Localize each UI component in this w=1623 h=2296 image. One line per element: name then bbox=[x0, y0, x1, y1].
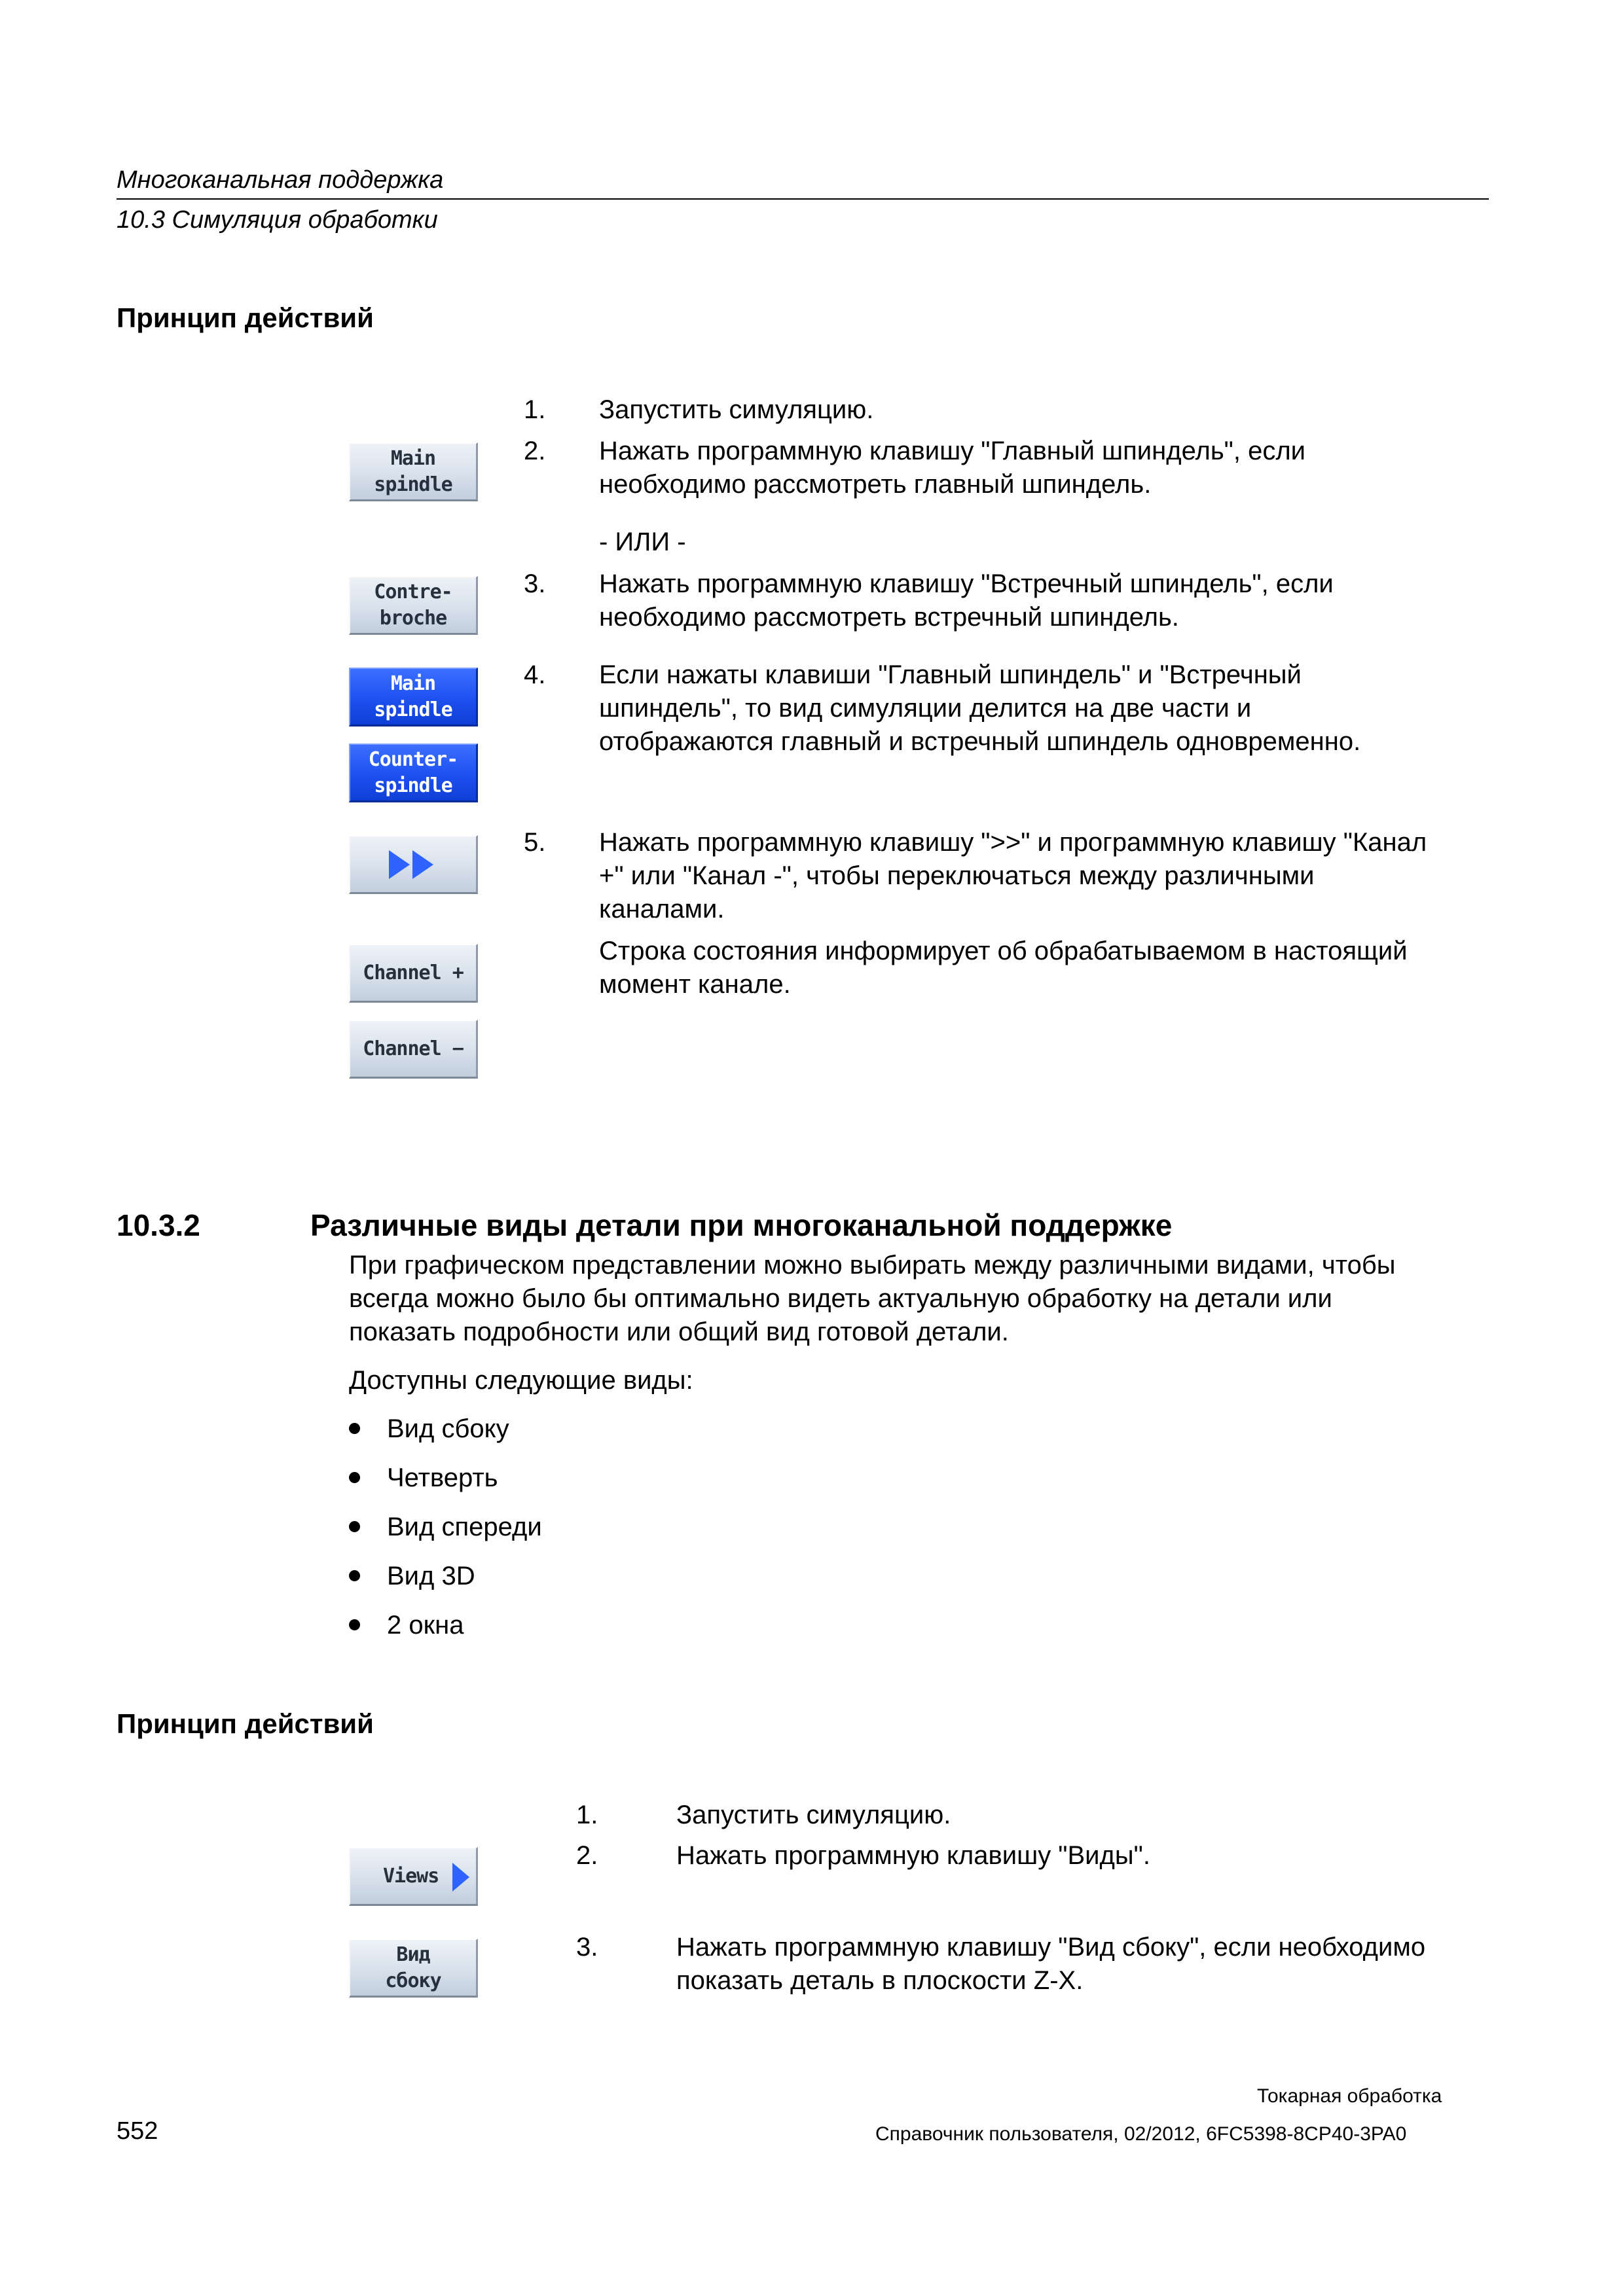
footer-manual: Справочник пользователя, 02/2012, 6FC5398-8CP40-3PA0 bbox=[875, 2123, 1407, 2145]
section-intro: всегда можно было бы оптимально видеть актуальную обработку на детали или bbox=[349, 1284, 1332, 1313]
step-text: каналами. bbox=[599, 895, 725, 924]
main-spindle-softkey[interactable]: Main spindle bbox=[349, 442, 478, 501]
view-list-item: 2 окна bbox=[387, 1611, 464, 1640]
step-number: 2. bbox=[576, 1841, 598, 1870]
step-text: Нажать программную клавишу "Главный шпиндель", если bbox=[599, 437, 1306, 465]
or-separator: - ИЛИ - bbox=[599, 528, 686, 556]
view-list-item: Четверть bbox=[387, 1463, 498, 1492]
step-number: 1. bbox=[576, 1801, 598, 1829]
step-number: 2. bbox=[524, 437, 546, 465]
running-header-chapter: Многоканальная поддержка bbox=[117, 166, 444, 194]
view-list-item: Вид спереди bbox=[387, 1513, 542, 1541]
step-text: Если нажаты клавиши "Главный шпиндель" и "Встречный bbox=[599, 660, 1302, 689]
step-text: Нажать программную клавишу "Виды". bbox=[676, 1841, 1150, 1870]
section-intro: При графическом представлении можно выбирать между различными видами, чтобы bbox=[349, 1251, 1396, 1280]
step-text: необходимо рассмотреть встречный шпиндель. bbox=[599, 603, 1179, 632]
section-number: 10.3.2 bbox=[117, 1208, 200, 1242]
available-views-label: Доступны следующие виды: bbox=[349, 1366, 693, 1395]
step-number: 1. bbox=[524, 395, 546, 424]
bullet-icon bbox=[349, 1472, 360, 1483]
bullet-icon bbox=[349, 1423, 360, 1434]
arrow-right-icon bbox=[451, 1861, 471, 1893]
step-text: шпиндель", то вид симуляции делится на две части и bbox=[599, 694, 1252, 723]
footer-product: Токарная обработка bbox=[1257, 2085, 1442, 2107]
main-spindle-softkey-active[interactable]: Main spindle bbox=[349, 668, 478, 726]
step-text: Нажать программную клавишу "Вид сбоку", если необходимо bbox=[676, 1933, 1426, 1962]
counter-spindle-softkey-active[interactable]: Counter- spindle bbox=[349, 744, 478, 802]
channel-minus-softkey[interactable]: Channel − bbox=[349, 1020, 478, 1079]
principle-heading-2: Принцип действий bbox=[117, 1708, 374, 1739]
views-softkey[interactable] bbox=[349, 1847, 478, 1906]
section-title: Различные виды детали при многоканальной поддержке bbox=[310, 1208, 1173, 1242]
step-text: Нажать программную клавишу "Встречный шпиндель", если bbox=[599, 569, 1334, 598]
side-view-softkey[interactable]: Вид сбоку bbox=[349, 1939, 478, 1998]
principle-heading-1: Принцип действий bbox=[117, 302, 374, 333]
running-header-section: 10.3 Симуляция обработки bbox=[117, 206, 438, 234]
section-intro: показать подробности или общий вид готовой детали. bbox=[349, 1318, 1009, 1346]
step-number: 3. bbox=[524, 569, 546, 598]
step-text: Запустить симуляцию. bbox=[676, 1801, 951, 1829]
double-arrow-right-icon bbox=[384, 845, 443, 884]
view-list-item: Вид 3D bbox=[387, 1562, 475, 1590]
bullet-icon bbox=[349, 1619, 360, 1630]
status-note: момент канале. bbox=[599, 970, 791, 999]
step-text: необходимо рассмотреть главный шпиндель. bbox=[599, 470, 1152, 499]
next-softkey[interactable] bbox=[349, 835, 478, 894]
bullet-icon bbox=[349, 1521, 360, 1532]
header-rule bbox=[117, 198, 1489, 200]
view-list-item: Вид сбоку bbox=[387, 1414, 509, 1443]
step-number: 4. bbox=[524, 660, 546, 689]
step-text: Нажать программную клавишу ">>" и программную клавишу "Канал bbox=[599, 828, 1427, 857]
step-text: показать деталь в плоскости Z-X. bbox=[676, 1966, 1084, 1995]
views-softkey-label: Views bbox=[383, 1864, 439, 1888]
step-number: 5. bbox=[524, 828, 546, 857]
step-text: Запустить симуляцию. bbox=[599, 395, 874, 424]
step-number: 3. bbox=[576, 1933, 598, 1962]
step-text: отображаются главный и встречный шпиндель одновременно. bbox=[599, 727, 1361, 756]
status-note: Строка состояния информирует об обрабатываемом в настоящий bbox=[599, 937, 1408, 965]
step-text: +" или "Канал -", чтобы переключаться между различными bbox=[599, 861, 1315, 890]
page-number: 552 bbox=[117, 2117, 158, 2145]
channel-plus-softkey[interactable]: Channel + bbox=[349, 944, 478, 1003]
bullet-icon bbox=[349, 1570, 360, 1581]
contre-broche-softkey[interactable]: Contre- broche bbox=[349, 576, 478, 635]
